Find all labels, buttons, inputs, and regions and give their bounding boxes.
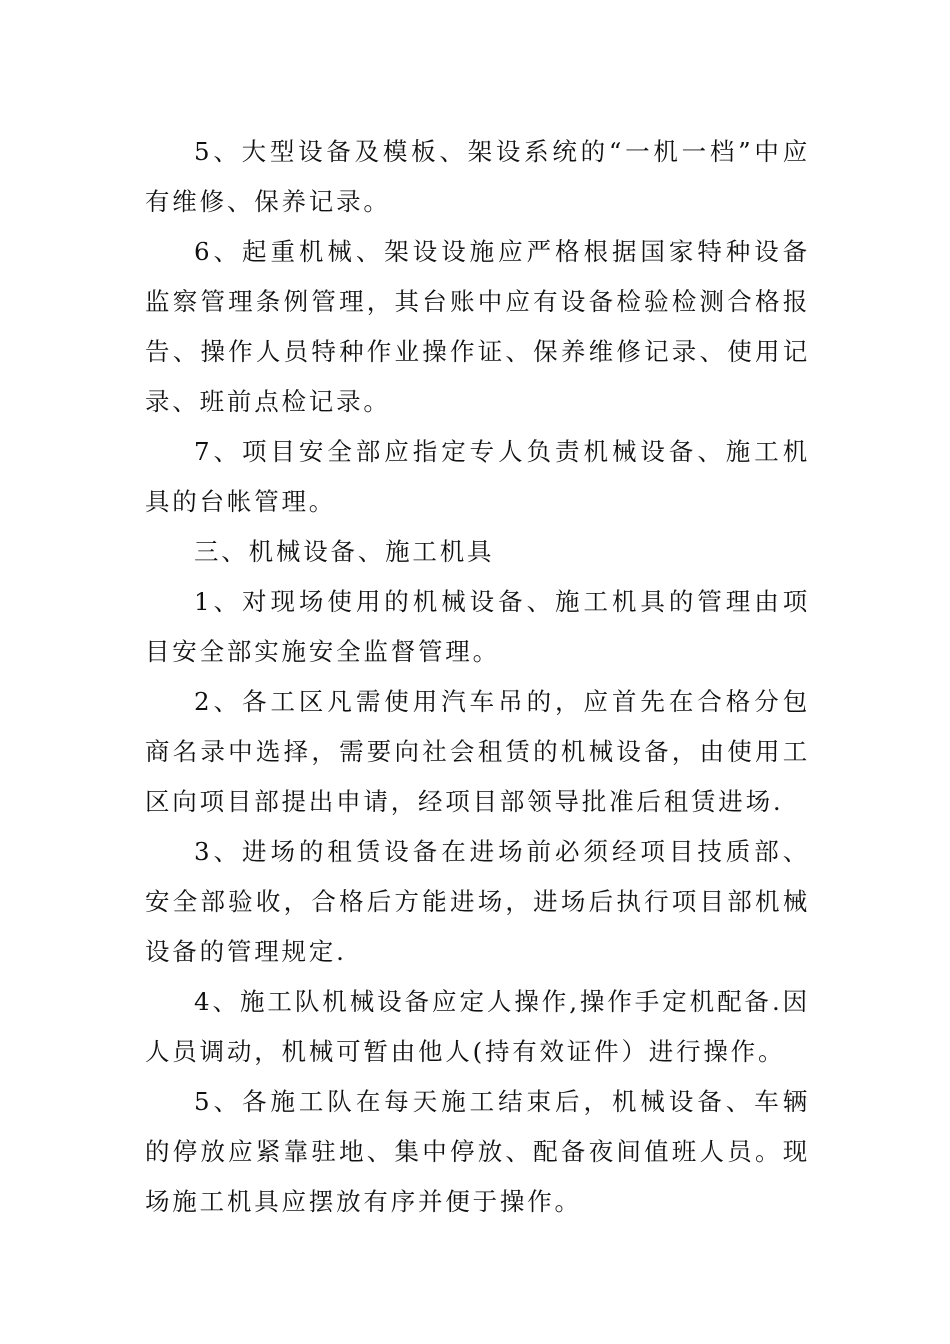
section-heading-equipment: 三、机械设备、施工机具 [194,537,495,566]
paragraph-item-5-maintenance-records: 5、大型设备及模板、架设系统的“一机一档”中应有维修、保养记录。 [145,137,810,216]
paragraph-item-5-parking: 5、各施工队在每天施工结束后，机械设备、车辆的停放应紧靠驻地、集中停放、配备夜间值班人员。现场施工机具应摆放有序并便于操作。 [145,1087,810,1216]
paragraph-item-4-operators: 4、施工队机械设备应定人操作,操作手定机配备.因人员调动，机械可暂由他人(持有效证件）进行操作。 [145,987,810,1066]
paragraph-item-6-lifting-machinery: 6、起重机械、架设设施应严格根据国家特种设备监察管理条例管理，其台账中应有设备检验检测合格报告、操作人员特种作业操作证、保养维修记录、使用记录、班前点检记录。 [145,237,810,416]
paragraph-item-2-crane-leasing: 2、各工区凡需使用汽车吊的，应首先在合格分包商名录中选择，需要向社会租赁的机械设备，由使用工区向项目部提出申请，经项目部领导批准后租赁进场. [145,687,810,816]
paragraph-item-3-acceptance: 3、进场的租赁设备在进场前必须经项目技质部、安全部验收，合格后方能进场，进场后执行项目部机械设备的管理规定. [145,837,810,966]
paragraph-item-1-supervision: 1、对现场使用的机械设备、施工机具的管理由项目安全部实施安全监督管理。 [145,587,810,666]
paragraph-item-7-ledger-management: 7、项目安全部应指定专人负责机械设备、施工机具的台帐管理。 [145,437,810,516]
document-body [145,127,810,1227]
